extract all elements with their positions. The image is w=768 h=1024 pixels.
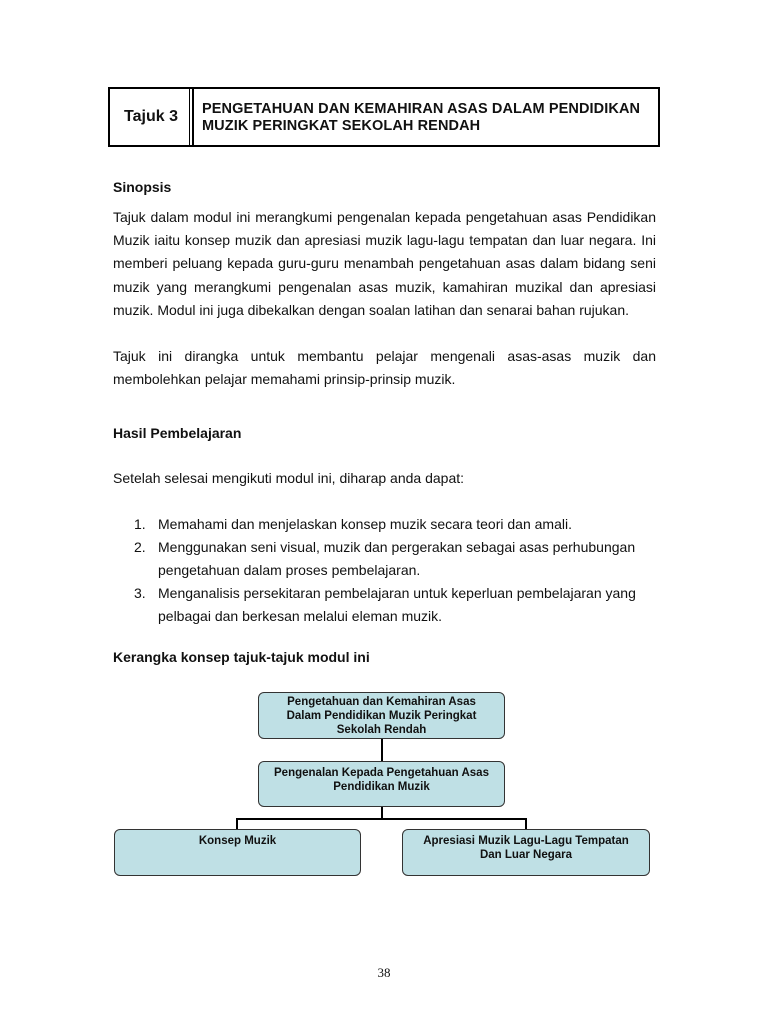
connector-line: [525, 818, 527, 829]
list-number: 3.: [134, 585, 146, 601]
connector-line: [236, 818, 527, 820]
diagram-node-right: [402, 829, 650, 876]
node-line: Dalam Pendidikan Muzik Peringkat: [286, 710, 477, 722]
node-line: Pengenalan Kepada Pengetahuan Asas: [274, 767, 489, 779]
diagram-node-middle: [258, 761, 505, 807]
synopsis-line: Tajuk dalam modul ini merangkumi pengenalan kepada pengetahuan asas Pendidikan: [113, 209, 656, 225]
list-number: 2.: [134, 539, 146, 555]
outcomes-intro: Setelah selesai mengikuti modul ini, diharap anda dapat:: [113, 470, 465, 486]
framework-heading: Kerangka konsep tajuk-tajuk modul ini: [113, 649, 370, 665]
topic-label: Tajuk 3: [110, 89, 194, 145]
outcome-line: Menggunakan seni visual, muzik dan pergerakan sebagai asas perhubungan: [158, 539, 636, 555]
node-line: Pendidikan Muzik: [333, 781, 430, 793]
topic-header-box: [108, 87, 660, 147]
synopsis-heading: Sinopsis: [113, 179, 172, 195]
topic-title: [194, 89, 658, 145]
outcome-line: Menganalisis persekitaran pembelajaran untuk keperluan pembelajaran yang: [158, 585, 636, 601]
node-line: Konsep Muzik: [198, 835, 277, 847]
synopsis-line: Muzik iaitu konsep muzik dan apresiasi muzik lagu-lagu tempatan dan luar negara. Ini: [113, 232, 656, 249]
outcome-line: Memahami dan menjelaskan konsep muzik secara teori dan amali.: [158, 516, 572, 532]
outcome-item-1: [158, 513, 572, 536]
diagram-node-root: [258, 692, 505, 739]
outcome-item-3: [158, 582, 636, 628]
connector-line: [236, 818, 238, 829]
connector-line: [381, 739, 383, 761]
synopsis-line: Tajuk ini dirangka untuk membantu pelajar mengenali asas-asas muzik dan: [113, 348, 656, 364]
node-line: Sekolah Rendah: [336, 724, 427, 736]
topic-title-line-2: MUZIK PERINGKAT SEKOLAH RENDAH: [202, 118, 481, 134]
list-number: 1.: [134, 516, 146, 532]
node-line: Apresiasi Muzik Lagu-Lagu Tempatan: [423, 835, 629, 847]
synopsis-line: membolehkan pelajar memahami prinsip-prinsip muzik.: [113, 371, 456, 388]
synopsis-line: memberi peluang kepada guru-guru menambah pengetahuan asas dalam bidang seni: [113, 255, 656, 272]
outcomes-heading: Hasil Pembelajaran: [113, 425, 242, 441]
diagram-node-left: [114, 829, 361, 876]
synopsis-line: muzik. Modul ini juga dibekalkan dengan soalan latihan dan senarai bahan rujukan.: [113, 301, 630, 318]
page-number: 38: [377, 965, 391, 980]
outcome-item-2: [158, 536, 635, 582]
node-line: Pengetahuan dan Kemahiran Asas: [287, 696, 476, 708]
outcome-line: pengetahuan dalam proses pembelajaran.: [158, 562, 421, 578]
synopsis-line: muzik yang merangkumi pengenalan asas muzik, kamahiran muzikal dan apresiasi: [113, 278, 656, 295]
synopsis-paragraph-1: [113, 206, 656, 322]
outcome-line: pelbagai dan berkesan melalui eleman muzik.: [158, 608, 443, 624]
node-line: Dan Luar Negara: [479, 849, 573, 861]
synopsis-paragraph-2: [113, 345, 656, 391]
topic-title-line-1: PENGETAHUAN DAN KEMAHIRAN ASAS DALAM PENDIDIKAN: [202, 101, 641, 117]
